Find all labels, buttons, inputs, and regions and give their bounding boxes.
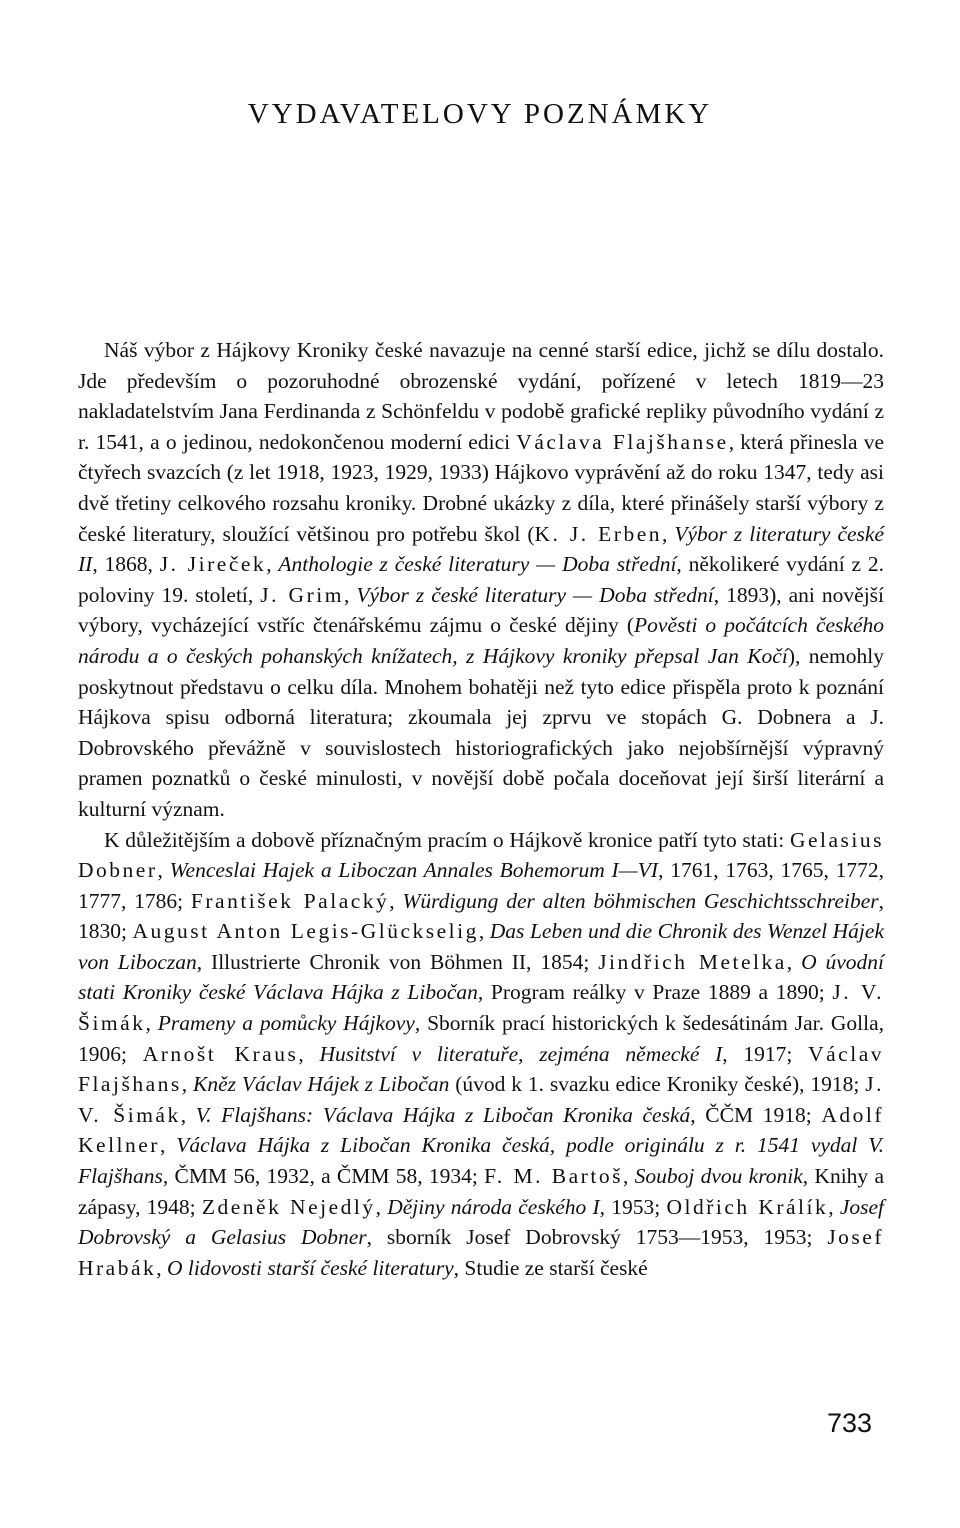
work-title: Dějiny národa českého I <box>387 1194 600 1219</box>
text-run: , <box>343 582 357 607</box>
work-title: Das Leben und die Chronik des Wenzel Hájek von Liboczan <box>78 919 884 974</box>
text-run: Náš výbor z Hájkovy Kroniky české navazuje na cenné starší edice, jichž se dílu dostalo. Jde především o pozoruhodné obrozenské vydání, pořízené v letech 1819—23 nakladatelstvím Jana Ferdinanda z Schönfeldu v podobě grafické repliky původního vydání z r. 1541, a o jedinou, nedokončenou moderní edici <box>78 338 884 454</box>
work-title: Souboj dvou kronik <box>634 1164 803 1189</box>
text-run: (úvod k 1. svazku edice Kroniky české), 1918; <box>449 1072 866 1097</box>
author-name: J. V. Šimák <box>78 980 885 1036</box>
text-run: , <box>298 1041 320 1066</box>
work-title: Wenceslai Hajek a Liboczan Annales Bohemorum I—VI <box>169 858 659 883</box>
work-title: O úvodní stati Kroniky české Václava Hájka z Libočan <box>78 949 884 1005</box>
text-run: , Studie ze starší české <box>453 1255 648 1280</box>
work-title: Výbor z české literatury — Doba střední <box>356 582 714 607</box>
work-title: Kněz Václav Hájek z Libočan <box>192 1072 450 1097</box>
work-title: Husitství v literatuře, zejména německé I <box>319 1041 723 1066</box>
author-name: J. V. Šimák <box>78 1072 884 1127</box>
paragraph-literature <box>78 825 884 1284</box>
text-run: , <box>180 1102 196 1127</box>
text-run: , 1830; <box>78 888 885 944</box>
work-title: Pověsti o počátcích českého národu a o českých pohanských knížatech, z Hájkovy kroniky přepsal Jan Kočí <box>78 613 884 668</box>
author-name: Oldřich Králík <box>666 1194 829 1219</box>
text-run: , Illustrierte Chronik von Böhmen II, 1854; <box>196 949 599 974</box>
text-run: , ČČM 1918; <box>690 1102 822 1127</box>
text-run: , ČMM 56, 1932, a ČMM 58, 1934; <box>162 1164 485 1189</box>
work-title: Prameny a pomůcky Hájkovy <box>157 1011 415 1036</box>
author-name: J. Jireček <box>159 552 267 577</box>
work-title: Václava Hájka z Libočan Kronika česká, podle originálu z r. 1541 vydal V. Flajšhans <box>78 1133 885 1189</box>
text-run: ), nemohly poskytnout představu o celku díla. Mnohem bohatěji než tyto edice přispěla proto k poznání Hájkova spisu odborná literatura; zkoumala jej zprvu ve stopách G. Dobnera a J. Dobrovského převážně v souvislostech historiografických jako nejobšírnější výpravný pramen poznatků o české minulosti, v novější době počala doceňovat její širší literární a kulturní význam. <box>78 643 884 821</box>
text-run: , Sborník prací historických k šedesátinám Jar. Golla, 1906; <box>78 1011 884 1066</box>
text-run: , <box>622 1164 635 1189</box>
text-run: , která přinesla ve čtyřech svazcích (z let 1918, 1923, 1929, 1933) Hájkovo vyprávění až do roku 1347, tedy asi dvě třetiny celkového rozsahu kroniky. Drobné ukázky z díla, které přinášely starší výbory z české literatury, sloužící většinou pro potřebu škol ( <box>78 429 884 546</box>
text-run: , <box>478 919 490 944</box>
author-name: Adolf Kellner <box>78 1102 885 1158</box>
text-run: , <box>389 888 403 913</box>
author-name: Václava Flajšhanse <box>516 429 729 454</box>
text-run: , 1761, 1763, 1765, 1772, 1777, 1786; <box>78 858 884 913</box>
work-title: Josef Dobrovský a Gelasius Dobner <box>78 1194 885 1250</box>
author-name: August Anton Legis-Glückselig <box>132 919 479 944</box>
text-run: , 1868, <box>92 552 160 577</box>
work-title: O lidovosti starší české literatury <box>167 1255 454 1280</box>
author-name: J. Grim <box>260 582 344 607</box>
author-name: Václav Flajšhans <box>78 1041 884 1097</box>
author-name: Jindřich Metelka <box>598 949 787 974</box>
page-number: 733 <box>826 1408 872 1438</box>
text-run: , <box>181 1072 193 1097</box>
text-run: , 1893), ani novější výbory, vycházející vstříc čtenářskému zájmu o české dějiny ( <box>78 582 885 638</box>
author-name: F. M. Bartoš <box>484 1164 623 1189</box>
text-run: , <box>159 1133 177 1158</box>
author-name: Arnošt Kraus <box>142 1041 299 1066</box>
text-run: , 1917; <box>722 1041 809 1066</box>
text-run: , <box>828 1194 840 1219</box>
text-run: , několikeré vydání z 2. poloviny 19. století, <box>78 552 885 607</box>
work-title: V. Flajšhans: Václava Hájka z Libočan Kronika česká <box>195 1102 691 1127</box>
page-title: VYDAVATELOVY POZNÁMKY <box>247 98 713 130</box>
author-name: Zdeněk Nejedlý <box>201 1194 376 1219</box>
author-name: František Palacký <box>190 888 390 913</box>
text-run: , <box>375 1194 388 1219</box>
text-run: , sborník Josef Dobrovský 1753—1953, 1953; <box>366 1225 828 1250</box>
text-run: , Knihy a zápasy, 1948; <box>78 1164 884 1219</box>
text-run: , <box>156 1255 168 1280</box>
paragraph-editions <box>78 335 884 825</box>
text-run: K důležitějším a dobově příznačným pracím o Hájkově kronice patří tyto stati: <box>104 827 790 852</box>
work-title: Würdigung der alten böhmischen Geschichtsschreiber <box>402 888 879 913</box>
text-run: , <box>266 552 279 577</box>
author-name: Gelasius Dobner <box>78 827 884 883</box>
author-name: K. J. Erben <box>534 521 662 546</box>
work-title: Anthologie z české literatury — Doba střední <box>278 552 677 577</box>
author-name: Josef Hrabák <box>78 1225 884 1280</box>
text-run: , 1953; <box>599 1194 667 1219</box>
text-run: , <box>157 858 170 883</box>
text-run: , <box>145 1011 158 1036</box>
body-text <box>78 335 884 1283</box>
text-run: , <box>786 949 802 974</box>
work-title: Výbor z literatury české II <box>78 521 885 577</box>
text-run: , Program reálky v Praze 1889 a 1890; <box>477 980 833 1005</box>
text-run: , <box>662 521 675 546</box>
